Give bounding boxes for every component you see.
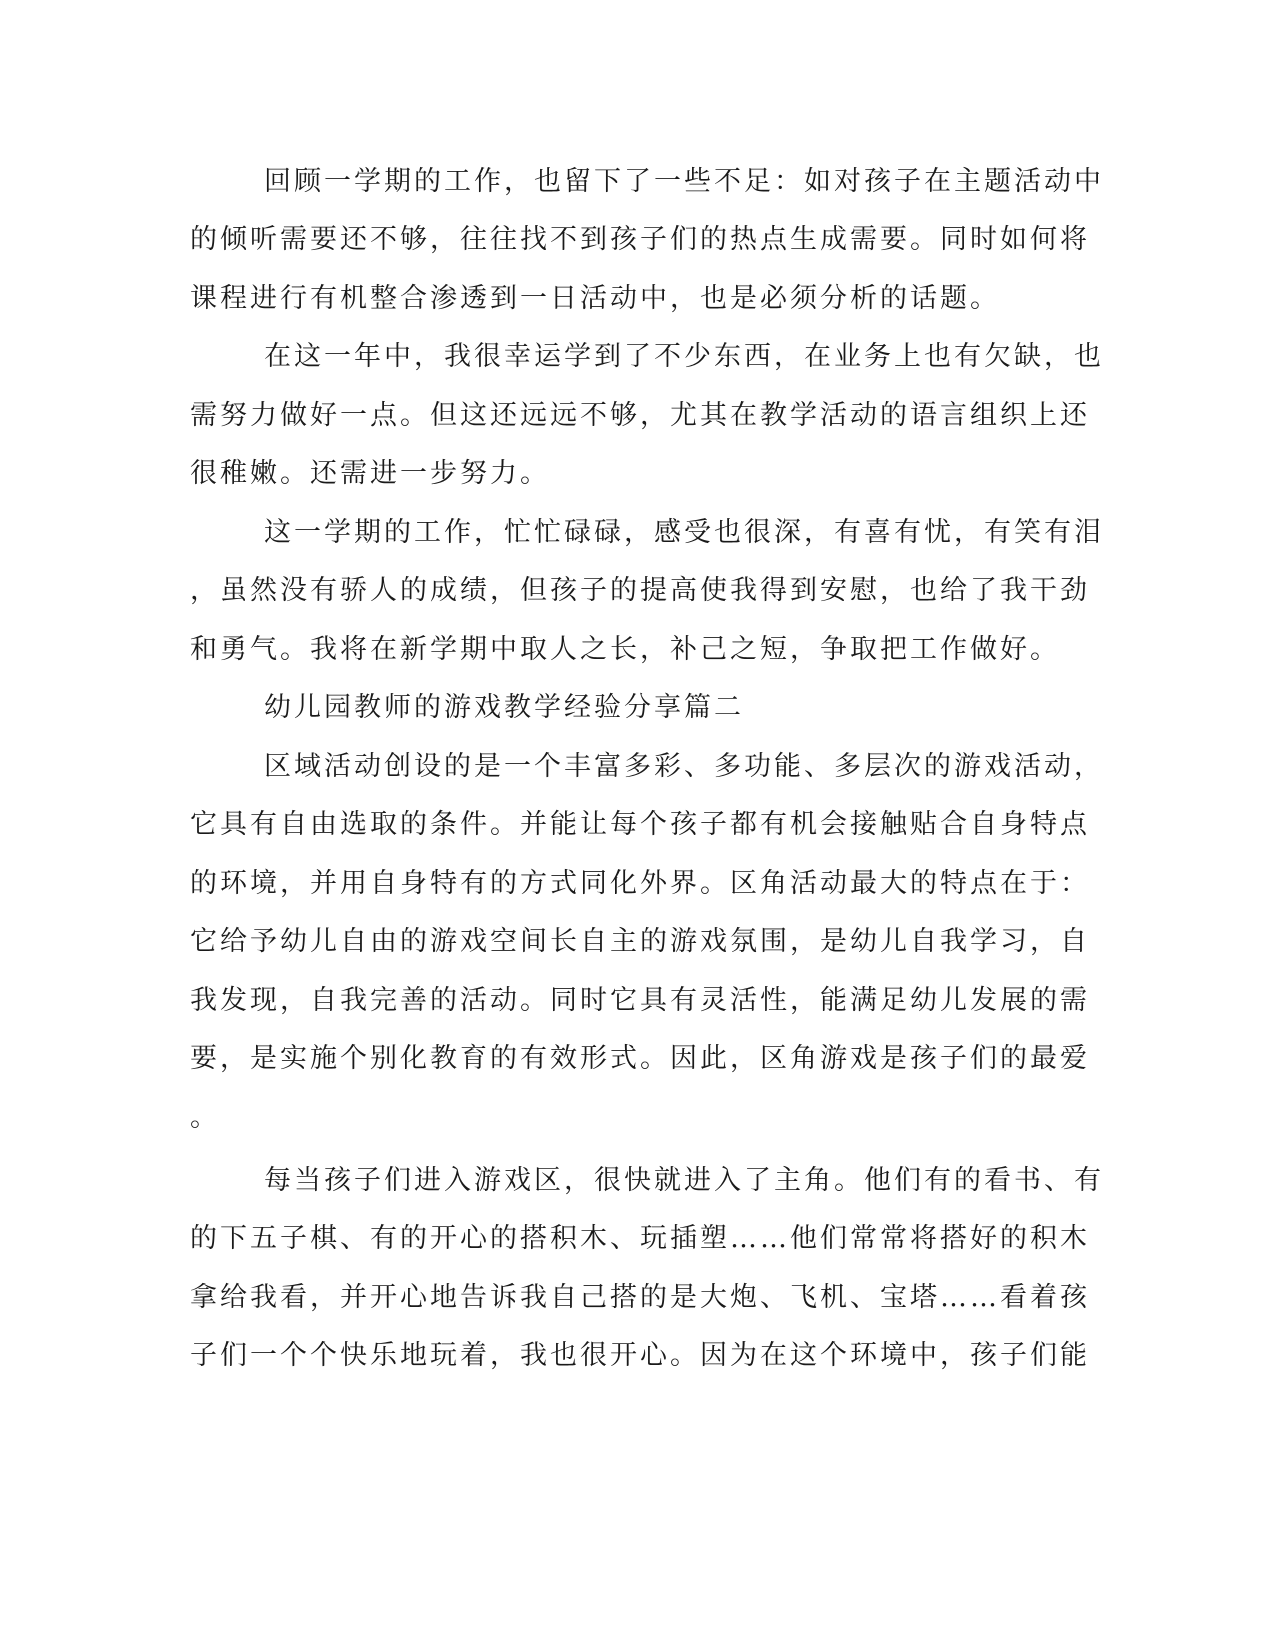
- paragraph-4-line-4: 它给予幼儿自由的游戏空间长自主的游戏氛围，是幼儿自我学习，自: [190, 926, 1090, 957]
- paragraph-4-line-5: 我发现，自我完善的活动。同时它具有灵活性，能满足幼儿发展的需: [190, 985, 1090, 1016]
- section-heading: 幼儿园教师的游戏教学经验分享篇二: [264, 692, 744, 723]
- paragraph-3-line-1: 这一学期的工作，忙忙碌碌，感受也很深，有喜有忧，有笑有泪: [264, 517, 1104, 548]
- paragraph-5-line-1: 每当孩子们进入游戏区，很快就进入了主角。他们有的看书、有: [264, 1165, 1104, 1196]
- paragraph-2-line-1: 在这一年中，我很幸运学到了不少东西，在业务上也有欠缺，也: [264, 341, 1104, 372]
- paragraph-2-line-3: 很稚嫩。还需进一步努力。: [190, 458, 550, 489]
- paragraph-3-line-3: 和勇气。我将在新学期中取人之长，补己之短，争取把工作做好。: [190, 634, 1060, 665]
- paragraph-4-line-2: 它具有自由选取的条件。并能让每个孩子都有机会接触贴合自身特点: [190, 809, 1090, 840]
- paragraph-3-line-2: ，虽然没有骄人的成绩，但孩子的提高使我得到安慰，也给了我干劲: [190, 575, 1090, 606]
- paragraph-1-line-2: 的倾听需要还不够，往往找不到孩子们的热点生成需要。同时如何将: [190, 224, 1090, 255]
- paragraph-5-line-4: 子们一个个快乐地玩着，我也很开心。因为在这个环境中，孩子们能: [190, 1340, 1090, 1371]
- paragraph-1-line-3: 课程进行有机整合渗透到一日活动中，也是必须分析的话题。: [190, 283, 1000, 314]
- paragraph-4-line-1: 区域活动创设的是一个丰富多彩、多功能、多层次的游戏活动，: [264, 751, 1104, 782]
- paragraph-4-line-3: 的环境，并用自身特有的方式同化外界。区角活动最大的特点在于：: [190, 868, 1090, 899]
- paragraph-4-line-7: 。: [190, 1102, 220, 1133]
- paragraph-1-line-1: 回顾一学期的工作，也留下了一些不足：如对孩子在主题活动中: [264, 166, 1104, 197]
- paragraph-4-line-6: 要，是实施个别化教育的有效形式。因此，区角游戏是孩子们的最爱: [190, 1043, 1090, 1074]
- paragraph-2-line-2: 需努力做好一点。但这还远远不够，尤其在教学活动的语言组织上还: [190, 400, 1090, 431]
- paragraph-5-line-3: 拿给我看，并开心地告诉我自己搭的是大炮、飞机、宝塔……看着孩: [190, 1282, 1090, 1313]
- paragraph-5-line-2: 的下五子棋、有的开心的搭积木、玩插塑……他们常常将搭好的积木: [190, 1223, 1090, 1254]
